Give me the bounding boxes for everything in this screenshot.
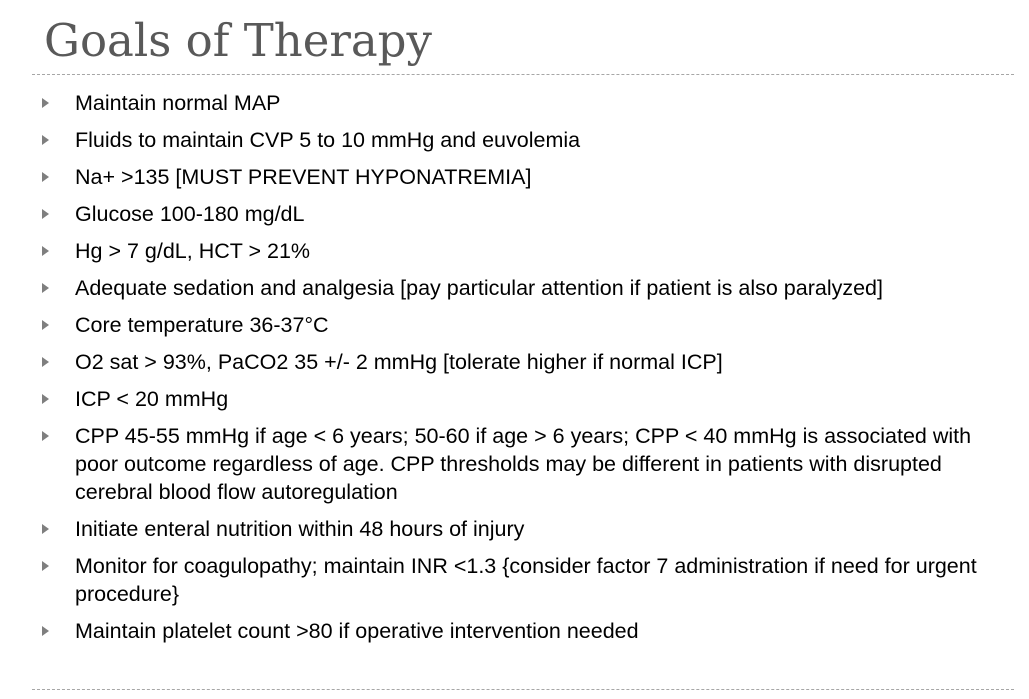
bullet-text: Maintain normal MAP: [75, 91, 281, 115]
bullet-item: [0, 89, 1029, 117]
bullet-text: Maintain platelet count >80 if operative intervention needed: [75, 619, 639, 643]
triangle-right-icon: [42, 357, 49, 367]
bullet-text: O2 sat > 93%, PaCO2 35 +/- 2 mmHg [tolerate higher if normal ICP]: [75, 350, 723, 374]
bullet-item: [0, 126, 1029, 154]
triangle-right-icon: [42, 626, 49, 636]
bullet-item: [0, 274, 1029, 302]
bullet-text: Adequate sedation and analgesia [pay particular attention if patient is also paralyzed]: [75, 276, 883, 300]
triangle-right-icon: [42, 524, 49, 534]
bullet-text: Initiate enteral nutrition within 48 hours of injury: [75, 517, 525, 541]
bullet-item: [0, 348, 1029, 376]
bullet-text: Hg > 7 g/dL, HCT > 21%: [75, 239, 311, 263]
bullet-item: [0, 237, 1029, 265]
slide-title: Goals of Therapy: [44, 14, 432, 67]
triangle-right-icon: [42, 394, 49, 404]
bullet-text: Monitor for coagulopathy; maintain INR <1.3 {consider factor 7 administration if need for urgent procedure}: [75, 554, 977, 606]
triangle-right-icon: [42, 98, 49, 108]
triangle-right-icon: [42, 135, 49, 145]
title-divider: [32, 74, 1014, 75]
triangle-right-icon: [42, 283, 49, 293]
bullet-text: CPP 45-55 mmHg if age < 6 years; 50-60 if age > 6 years; CPP < 40 mmHg is associated with poor outcome regardless of age. CPP thresholds may be different in patients with disrupted cerebral blood flow autoregulation: [75, 424, 972, 504]
bullet-item: [0, 200, 1029, 228]
bullet-text: ICP < 20 mmHg: [75, 387, 229, 411]
bullet-item: [0, 163, 1029, 191]
triangle-right-icon: [42, 209, 49, 219]
triangle-right-icon: [42, 561, 49, 571]
bullet-text: Na+ >135 [MUST PREVENT HYPONATREMIA]: [75, 165, 532, 189]
triangle-right-icon: [42, 246, 49, 256]
bullet-item: [0, 422, 1029, 506]
bullet-item: [0, 385, 1029, 413]
bullet-item: [0, 552, 1029, 608]
bullet-item: [0, 617, 1029, 645]
footer-divider: [32, 689, 1014, 690]
triangle-right-icon: [42, 172, 49, 182]
bullet-text: Core temperature 36-37°C: [75, 313, 329, 337]
bullet-item: [0, 515, 1029, 543]
bullet-list: [0, 89, 1029, 654]
bullet-item: [0, 311, 1029, 339]
bullet-text: Glucose 100-180 mg/dL: [75, 202, 305, 226]
bullet-text: Fluids to maintain CVP 5 to 10 mmHg and euvolemia: [75, 128, 581, 152]
triangle-right-icon: [42, 431, 49, 441]
triangle-right-icon: [42, 320, 49, 330]
